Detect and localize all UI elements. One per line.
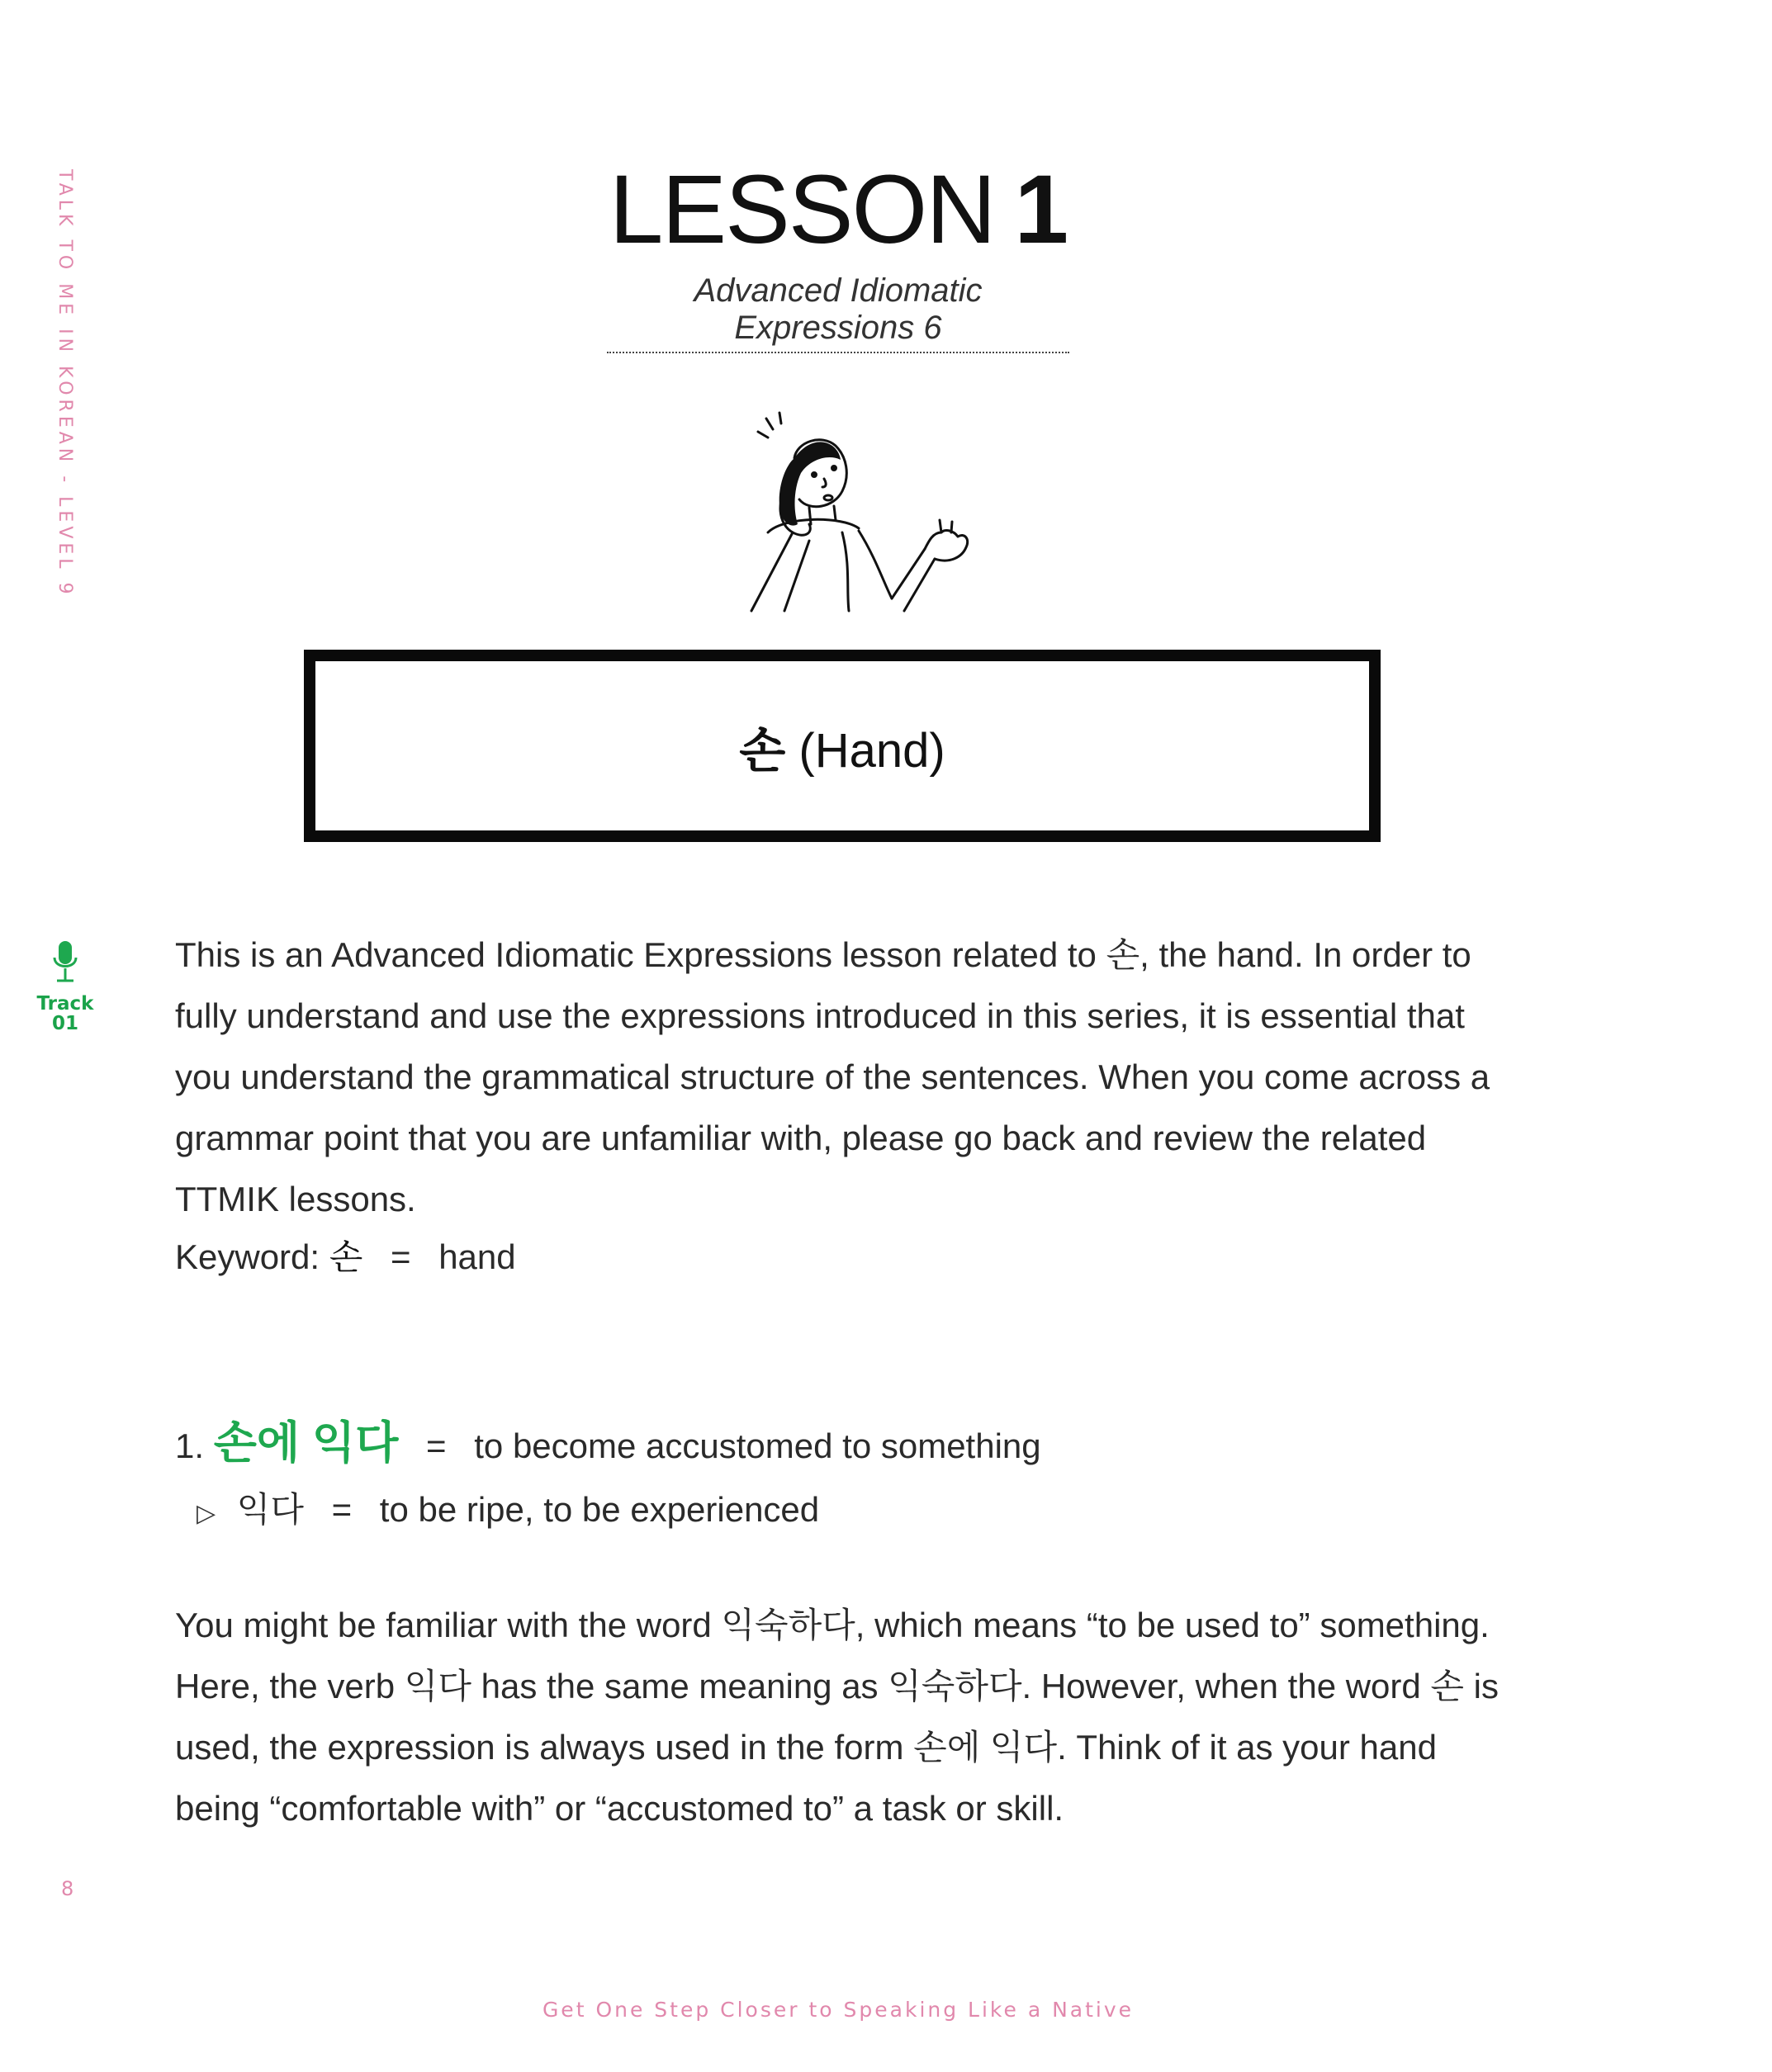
topic-korean: 손 [739, 723, 786, 778]
expression-equals: = [426, 1426, 447, 1465]
sub-equals: = [331, 1490, 353, 1529]
page-number: 8 [61, 1877, 74, 1900]
intro-paragraph: This is an Advanced Idiomatic Expressions lesson related to 손, the hand. In order to fully understand and use the expressions introduced in this series, it is essential that you understand the grammatical structure of the sentences. When you come across a grammar point that you are unfamiliar with, please go back and review the related TTMIK lessons. [175, 935, 1490, 1218]
triangle-bullet-icon: ▷ [197, 1500, 216, 1527]
lesson-subtitle: Advanced Idiomatic Expressions 6 [607, 272, 1069, 353]
keyword-meaning: hand [438, 1237, 516, 1276]
lesson-number: 1 [1014, 155, 1068, 264]
track-label: Track [36, 993, 94, 1015]
expression-korean: 손에 익다 [213, 1418, 399, 1468]
audio-track-badge[interactable] [33, 939, 97, 1034]
sub-korean: 익다 [236, 1490, 304, 1529]
expression-number: 1. [175, 1426, 205, 1465]
keyword-line [175, 1230, 516, 1280]
footer-tagline: Get One Step Closer to Speaking Like a Native [542, 1998, 1135, 2022]
topic-english: (Hand) [798, 723, 945, 778]
lesson-word: LESSON [609, 155, 995, 264]
series-side-title: TALK TO ME IN KOREAN - LEVEL 9 [54, 169, 75, 598]
keyword-korean: 손 [329, 1237, 363, 1276]
microphone-icon [51, 939, 79, 991]
thinking-woman-illustration [718, 409, 999, 615]
expression-1 [175, 1407, 1041, 1471]
explanation-paragraph: You might be familiar with the word 익숙하다, which means “to be used to” something. Here, the verb 익다 has the same meaning as 익숙하다. However, when the word 손 is used, the expression is always used in the form 손에 익다. Think of it as your hand being “comfortable with” or “accustomed to” a task or skill. [175, 1606, 1500, 1828]
lesson-topic [739, 712, 945, 781]
keyword-label: Keyword: [175, 1237, 320, 1276]
track-number: 01 [51, 1013, 78, 1034]
sub-meaning: to be ripe, to be experienced [379, 1490, 820, 1529]
expression-sub-definition [197, 1483, 819, 1532]
keyword-equals: = [391, 1237, 411, 1276]
expression-meaning: to become accustomed to something [474, 1426, 1041, 1465]
lesson-title-box [304, 650, 1381, 842]
lesson-heading [0, 157, 1676, 264]
